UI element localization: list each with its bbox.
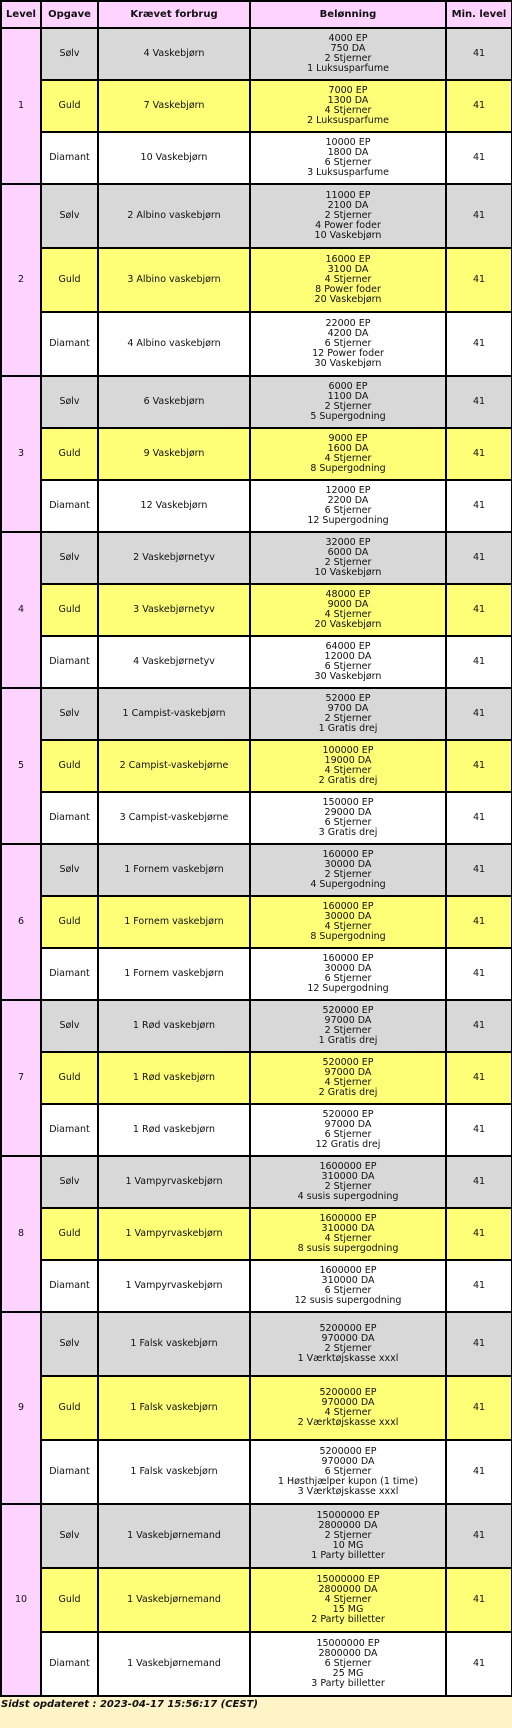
min-level-cell: 41 — [447, 793, 511, 843]
reward-line: 12 Power foder — [312, 348, 384, 359]
reward-line: 5200000 EP — [319, 1446, 377, 1457]
reward-line: 1800 DA — [327, 147, 369, 158]
reward-line: 1 Høsthjælper kupon (1 time) — [277, 1476, 419, 1487]
opgave-cell: Sølv — [42, 845, 97, 895]
opgave-cell: Sølv — [42, 29, 97, 79]
min-level-cell: 41 — [447, 897, 511, 947]
reward-cell — [251, 81, 445, 131]
reward-line: 30000 DA — [324, 911, 372, 922]
table-row — [2, 249, 511, 311]
opgave-cell: Diamant — [42, 1261, 97, 1311]
opgave-cell: Diamant — [42, 793, 97, 843]
table-row — [2, 1313, 511, 1375]
krav-cell: 1 Vampyrvaskebjørn — [99, 1209, 249, 1259]
reward-cell — [251, 897, 445, 947]
table-row — [2, 377, 511, 427]
reward-line: 20 Vaskebjørn — [314, 619, 382, 630]
reward-line: 6 Stjerner — [324, 338, 372, 349]
opgave-cell: Guld — [42, 1377, 97, 1439]
table-body — [2, 29, 511, 1695]
reward-line: 1600000 EP — [319, 1161, 377, 1172]
reward-line: 3 Gratis drej — [318, 827, 378, 838]
reward-cell — [251, 249, 445, 311]
reward-line: 30000 DA — [324, 859, 372, 870]
opgave-cell: Guld — [42, 1209, 97, 1259]
level-cell: 3 — [2, 377, 40, 531]
krav-cell: 1 Vampyrvaskebjørn — [99, 1157, 249, 1207]
reward-line: 2 Stjerner — [324, 713, 372, 724]
reward-cell — [251, 133, 445, 183]
min-level-cell: 41 — [447, 1053, 511, 1103]
reward-line: 520000 EP — [322, 1005, 374, 1016]
table-row — [2, 81, 511, 131]
min-level-cell: 41 — [447, 1633, 511, 1695]
reward-line: 6 Stjerner — [324, 973, 372, 984]
reward-line: 12 Supergodning — [307, 983, 389, 994]
table-row — [2, 949, 511, 999]
reward-line: 8 Power foder — [315, 284, 381, 295]
reward-line: 2100 DA — [327, 200, 369, 211]
reward-line: 1 Gratis drej — [318, 723, 378, 734]
reward-cell — [251, 1261, 445, 1311]
reward-cell — [251, 1209, 445, 1259]
reward-line: 520000 EP — [322, 1109, 374, 1120]
min-level-cell: 41 — [447, 29, 511, 79]
reward-line: 1100 DA — [327, 391, 369, 402]
table-row — [2, 1001, 511, 1051]
table-row — [2, 793, 511, 843]
krav-cell: 4 Vaskebjørn — [99, 29, 249, 79]
krav-cell: 1 Rød vaskebjørn — [99, 1105, 249, 1155]
krav-cell: 1 Vaskebjørnemand — [99, 1633, 249, 1695]
reward-line: 15000000 EP — [316, 1510, 380, 1521]
reward-line: 9000 EP — [328, 433, 368, 444]
min-level-cell: 41 — [447, 949, 511, 999]
reward-line: 19000 DA — [324, 755, 372, 766]
reward-line: 4000 EP — [328, 33, 368, 44]
reward-line: 12 susis supergodning — [294, 1295, 402, 1306]
reward-line: 12 Gratis drej — [315, 1139, 381, 1150]
table-row — [2, 533, 511, 583]
min-level-cell: 41 — [447, 249, 511, 311]
reward-cell — [251, 29, 445, 79]
reward-line: 2 Gratis drej — [318, 775, 378, 786]
level-cell: 1 — [2, 29, 40, 183]
reward-line: 150000 EP — [322, 797, 374, 808]
opgave-cell: Diamant — [42, 949, 97, 999]
min-level-cell: 41 — [447, 1001, 511, 1051]
reward-line: 1 Gratis drej — [318, 1035, 378, 1046]
reward-line: 970000 DA — [321, 1333, 375, 1344]
reward-line: 4 Stjerner — [324, 921, 372, 932]
reward-line: 2800000 DA — [318, 1648, 378, 1659]
reward-line: 2 Stjerner — [324, 1530, 372, 1541]
header-level: Level — [2, 2, 40, 27]
reward-line: 4 Stjerner — [324, 1594, 372, 1605]
opgave-cell: Sølv — [42, 533, 97, 583]
min-level-cell: 41 — [447, 533, 511, 583]
reward-line: 2800000 DA — [318, 1584, 378, 1595]
reward-line: 1600 DA — [327, 443, 369, 454]
reward-line: 2 Luksusparfume — [307, 115, 389, 126]
reward-cell — [251, 1505, 445, 1567]
reward-line: 6 Stjerner — [324, 817, 372, 828]
reward-line: 15 MG — [332, 1604, 364, 1615]
level-cell: 6 — [2, 845, 40, 999]
reward-line: 4 Stjerner — [324, 765, 372, 776]
opgave-cell: Sølv — [42, 185, 97, 247]
opgave-cell: Diamant — [42, 1633, 97, 1695]
reward-line: 6 Stjerner — [324, 1466, 372, 1477]
krav-cell: 6 Vaskebjørn — [99, 377, 249, 427]
table-row — [2, 689, 511, 739]
reward-line: 8 Supergodning — [310, 931, 386, 942]
table-row — [2, 313, 511, 375]
reward-line: 2 Stjerner — [324, 1025, 372, 1036]
reward-line: 7000 EP — [328, 85, 368, 96]
reward-cell — [251, 1313, 445, 1375]
table-row — [2, 429, 511, 479]
header-opgave: Opgave — [42, 2, 97, 27]
min-level-cell: 41 — [447, 637, 511, 687]
krav-cell: 1 Vampyrvaskebjørn — [99, 1261, 249, 1311]
min-level-cell: 41 — [447, 1441, 511, 1503]
krav-cell: 9 Vaskebjørn — [99, 429, 249, 479]
reward-line: 4 Stjerner — [324, 274, 372, 285]
table-row — [2, 481, 511, 531]
table-row — [2, 1157, 511, 1207]
reward-line: 310000 DA — [321, 1223, 375, 1234]
reward-cell — [251, 185, 445, 247]
table-row — [2, 1633, 511, 1695]
reward-line: 1 Værktøjskasse xxxl — [297, 1353, 399, 1364]
reward-line: 1600000 EP — [319, 1213, 377, 1224]
reward-line: 160000 EP — [322, 901, 374, 912]
reward-line: 160000 EP — [322, 953, 374, 964]
reward-line: 20 Vaskebjørn — [314, 294, 382, 305]
opgave-cell: Diamant — [42, 1441, 97, 1503]
reward-line: 11000 EP — [325, 190, 371, 201]
reward-cell — [251, 1633, 445, 1695]
reward-line: 970000 DA — [321, 1456, 375, 1467]
reward-line: 5200000 EP — [319, 1323, 377, 1334]
reward-cell — [251, 585, 445, 635]
reward-line: 100000 EP — [322, 745, 374, 756]
krav-cell: 1 Falsk vaskebjørn — [99, 1313, 249, 1375]
reward-line: 6 Stjerner — [324, 157, 372, 168]
reward-cell — [251, 429, 445, 479]
reward-line: 6 Stjerner — [324, 505, 372, 516]
level-cell: 5 — [2, 689, 40, 843]
reward-line: 6000 DA — [327, 547, 369, 558]
reward-cell — [251, 377, 445, 427]
reward-line: 2 Stjerner — [324, 53, 372, 64]
reward-cell — [251, 481, 445, 531]
reward-line: 2 Stjerner — [324, 401, 372, 412]
reward-line: 25 MG — [332, 1668, 364, 1679]
krav-cell: 1 Rød vaskebjørn — [99, 1053, 249, 1103]
table-row — [2, 741, 511, 791]
reward-line: 520000 EP — [322, 1057, 374, 1068]
reward-line: 6 Stjerner — [324, 661, 372, 672]
table-row — [2, 133, 511, 183]
reward-cell — [251, 949, 445, 999]
table-row — [2, 1053, 511, 1103]
table-row — [2, 1105, 511, 1155]
min-level-cell: 41 — [447, 81, 511, 131]
reward-line: 15000000 EP — [316, 1574, 380, 1585]
reward-line: 2 Stjerner — [324, 557, 372, 568]
krav-cell: 1 Falsk vaskebjørn — [99, 1441, 249, 1503]
reward-line: 52000 EP — [325, 693, 371, 704]
header-belonning: Belønning — [251, 2, 445, 27]
opgave-cell: Sølv — [42, 1505, 97, 1567]
reward-line: 970000 DA — [321, 1397, 375, 1408]
reward-line: 10000 EP — [325, 137, 371, 148]
opgave-cell: Guld — [42, 897, 97, 947]
krav-cell: 1 Fornem vaskebjørn — [99, 845, 249, 895]
reward-line: 5200000 EP — [319, 1387, 377, 1398]
reward-line: 8 susis supergodning — [297, 1243, 399, 1254]
reward-cell — [251, 689, 445, 739]
level-cell: 7 — [2, 1001, 40, 1155]
header-min-level: Min. level — [447, 2, 511, 27]
reward-line: 4 Supergodning — [310, 879, 386, 890]
krav-cell: 4 Vaskebjørnetyv — [99, 637, 249, 687]
reward-line: 6000 EP — [328, 381, 368, 392]
reward-line: 29000 DA — [324, 807, 372, 818]
reward-line: 4 susis supergodning — [297, 1191, 399, 1202]
reward-cell — [251, 1377, 445, 1439]
opgave-cell: Sølv — [42, 689, 97, 739]
reward-line: 3100 DA — [327, 264, 369, 275]
reward-line: 30 Vaskebjørn — [314, 358, 382, 369]
opgave-cell: Diamant — [42, 1105, 97, 1155]
reward-line: 12000 DA — [324, 651, 372, 662]
reward-line: 4200 DA — [327, 328, 369, 339]
min-level-cell: 41 — [447, 1209, 511, 1259]
reward-cell — [251, 1441, 445, 1503]
reward-line: 9700 DA — [327, 703, 369, 714]
opgave-cell: Guld — [42, 741, 97, 791]
opgave-cell: Guld — [42, 585, 97, 635]
reward-line: 97000 DA — [324, 1067, 372, 1078]
krav-cell: 2 Campist-vaskebjørne — [99, 741, 249, 791]
reward-line: 6 Stjerner — [324, 1658, 372, 1669]
reward-line: 1 Party billetter — [311, 1550, 385, 1561]
reward-line: 10 Vaskebjørn — [314, 567, 382, 578]
level-cell: 8 — [2, 1157, 40, 1311]
min-level-cell: 41 — [447, 585, 511, 635]
opgave-cell: Diamant — [42, 133, 97, 183]
krav-cell: 12 Vaskebjørn — [99, 481, 249, 531]
reward-cell — [251, 637, 445, 687]
reward-line: 2 Stjerner — [324, 1181, 372, 1192]
reward-line: 10 Vaskebjørn — [314, 230, 382, 241]
reward-line: 1600000 EP — [319, 1265, 377, 1276]
reward-line: 4 Stjerner — [324, 1233, 372, 1244]
reward-line: 2 Stjerner — [324, 869, 372, 880]
table-row — [2, 185, 511, 247]
krav-cell: 2 Vaskebjørnetyv — [99, 533, 249, 583]
table-row — [2, 637, 511, 687]
min-level-cell: 41 — [447, 481, 511, 531]
reward-line: 1300 DA — [327, 95, 369, 106]
reward-cell — [251, 793, 445, 843]
reward-line: 4 Stjerner — [324, 609, 372, 620]
reward-line: 30000 DA — [324, 963, 372, 974]
last-updated: Sidst opdateret : 2023-04-17 15:56:17 (CEST) — [1, 1699, 258, 1710]
min-level-cell: 41 — [447, 429, 511, 479]
reward-line: 32000 EP — [325, 537, 371, 548]
krav-cell: 1 Vaskebjørnemand — [99, 1505, 249, 1567]
reward-line: 310000 DA — [321, 1171, 375, 1182]
reward-line: 2 Stjerner — [324, 210, 372, 221]
krav-cell: 10 Vaskebjørn — [99, 133, 249, 183]
krav-cell: 1 Vaskebjørnemand — [99, 1569, 249, 1631]
krav-cell: 3 Vaskebjørnetyv — [99, 585, 249, 635]
krav-cell: 7 Vaskebjørn — [99, 81, 249, 131]
reward-line: 9000 DA — [327, 599, 369, 610]
reward-cell — [251, 1157, 445, 1207]
opgave-cell: Guld — [42, 429, 97, 479]
table-row — [2, 1377, 511, 1439]
reward-line: 310000 DA — [321, 1275, 375, 1286]
level-cell: 4 — [2, 533, 40, 687]
min-level-cell: 41 — [447, 313, 511, 375]
krav-cell: 1 Campist-vaskebjørn — [99, 689, 249, 739]
reward-line: 160000 EP — [322, 849, 374, 860]
krav-cell: 3 Campist-vaskebjørne — [99, 793, 249, 843]
krav-cell: 2 Albino vaskebjørn — [99, 185, 249, 247]
opgave-cell: Guld — [42, 81, 97, 131]
reward-line: 2 Gratis drej — [318, 1087, 378, 1098]
min-level-cell: 41 — [447, 133, 511, 183]
reward-line: 4 Stjerner — [324, 453, 372, 464]
min-level-cell: 41 — [447, 1105, 511, 1155]
reward-line: 3 Værktøjskasse xxxl — [297, 1486, 399, 1497]
level-cell: 2 — [2, 185, 40, 375]
reward-line: 5 Supergodning — [310, 411, 386, 422]
reward-line: 6 Stjerner — [324, 1285, 372, 1296]
krav-cell: 3 Albino vaskebjørn — [99, 249, 249, 311]
table-row — [2, 1569, 511, 1631]
reward-line: 48000 EP — [325, 589, 371, 600]
reward-line: 97000 DA — [324, 1015, 372, 1026]
krav-cell: 1 Rød vaskebjørn — [99, 1001, 249, 1051]
reward-cell — [251, 1105, 445, 1155]
min-level-cell: 41 — [447, 1313, 511, 1375]
min-level-cell: 41 — [447, 741, 511, 791]
min-level-cell: 41 — [447, 185, 511, 247]
min-level-cell: 41 — [447, 377, 511, 427]
reward-line: 2200 DA — [327, 495, 369, 506]
reward-cell — [251, 533, 445, 583]
opgave-cell: Sølv — [42, 1001, 97, 1051]
opgave-cell: Diamant — [42, 313, 97, 375]
krav-cell: 4 Albino vaskebjørn — [99, 313, 249, 375]
reward-line: 22000 EP — [325, 318, 371, 329]
reward-line: 4 Stjerner — [324, 1407, 372, 1418]
opgave-cell: Diamant — [42, 481, 97, 531]
reward-line: 30 Vaskebjørn — [314, 671, 382, 682]
reward-line: 750 DA — [330, 43, 366, 54]
header-kraevet-forbrug: Krævet forbrug — [99, 2, 249, 27]
reward-line: 3 Party billetter — [311, 1678, 385, 1689]
min-level-cell: 41 — [447, 1569, 511, 1631]
opgave-cell: Guld — [42, 1569, 97, 1631]
reward-line: 1 Luksusparfume — [307, 63, 389, 74]
reward-cell — [251, 845, 445, 895]
reward-line: 12000 EP — [325, 485, 371, 496]
min-level-cell: 41 — [447, 1377, 511, 1439]
reward-line: 64000 EP — [325, 641, 371, 652]
reward-cell — [251, 1053, 445, 1103]
opgave-cell: Guld — [42, 249, 97, 311]
reward-line: 2 Party billetter — [311, 1614, 385, 1625]
reward-line: 2800000 DA — [318, 1520, 378, 1531]
reward-line: 3 Luksusparfume — [307, 167, 389, 178]
krav-cell: 1 Fornem vaskebjørn — [99, 897, 249, 947]
opgave-cell: Sølv — [42, 377, 97, 427]
reward-line: 12 Supergodning — [307, 515, 389, 526]
reward-line: 16000 EP — [325, 254, 371, 265]
reward-cell — [251, 1001, 445, 1051]
opgave-cell: Guld — [42, 1053, 97, 1103]
min-level-cell: 41 — [447, 1261, 511, 1311]
reward-line: 2 Værktøjskasse xxxl — [297, 1417, 399, 1428]
table-row — [2, 29, 511, 79]
opgave-cell: Sølv — [42, 1157, 97, 1207]
min-level-cell: 41 — [447, 689, 511, 739]
min-level-cell: 41 — [447, 1157, 511, 1207]
reward-line: 2 Stjerner — [324, 1343, 372, 1354]
reward-line: 4 Stjerner — [324, 105, 372, 116]
table-row — [2, 845, 511, 895]
level-cell: 10 — [2, 1505, 40, 1695]
krav-cell: 1 Falsk vaskebjørn — [99, 1377, 249, 1439]
level-cell: 9 — [2, 1313, 40, 1503]
header-row — [2, 2, 511, 27]
reward-cell — [251, 313, 445, 375]
min-level-cell: 41 — [447, 1505, 511, 1567]
table-row — [2, 1261, 511, 1311]
reward-line: 8 Supergodning — [310, 463, 386, 474]
krav-cell: 1 Fornem vaskebjørn — [99, 949, 249, 999]
table-row — [2, 1505, 511, 1567]
table-row — [2, 897, 511, 947]
min-level-cell: 41 — [447, 845, 511, 895]
table-row — [2, 1209, 511, 1259]
reward-line: 4 Stjerner — [324, 1077, 372, 1088]
table-row — [2, 1441, 511, 1503]
reward-cell — [251, 1569, 445, 1631]
reward-cell — [251, 741, 445, 791]
opgave-cell: Sølv — [42, 1313, 97, 1375]
reward-line: 15000000 EP — [316, 1638, 380, 1649]
table-row — [2, 585, 511, 635]
opgave-cell: Diamant — [42, 637, 97, 687]
reward-line: 10 MG — [332, 1540, 364, 1551]
reward-line: 97000 DA — [324, 1119, 372, 1130]
reward-line: 4 Power foder — [315, 220, 381, 231]
reward-line: 6 Stjerner — [324, 1129, 372, 1140]
